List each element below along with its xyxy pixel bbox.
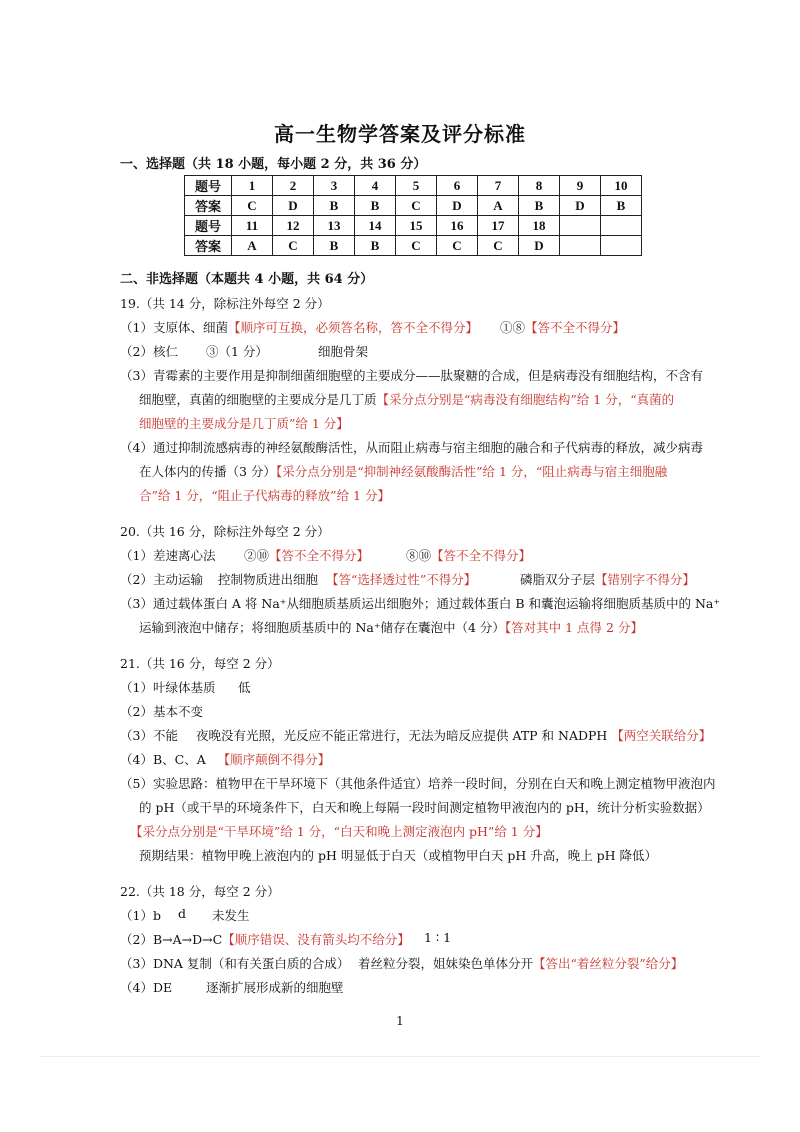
answer-table-cell: A: [232, 236, 273, 256]
answer-table-cell: B: [355, 236, 396, 256]
q19-answer-4a: （4）通过抑制流感病毒的神经氨酸酶活性，从而阻止病毒与宿主细胞的融合和子代病毒的释放，减少病毒: [120, 440, 703, 455]
q22-line3b: [358, 954, 683, 972]
answer-table-cell: C: [396, 236, 437, 256]
q22-note-2: 【顺序错误、没有箭头均不给分】: [222, 932, 410, 947]
q22-answer-3b: 着丝粒分裂，姐妹染色单体分开: [358, 956, 534, 971]
q21-answer-5a: （5）实验思路：植物甲在干旱环境下（其他条件适宜）培养一段时间，分别在白天和晚上测定植物甲液泡内: [120, 776, 716, 791]
section-heading-nonchoice: 二、非选择题（本题共 4 小题，共 64 分）: [120, 272, 374, 287]
q22-answer-4b: 逐渐扩展形成新的细胞壁: [206, 980, 344, 995]
q19-answer-2c: 细胞骨架: [318, 344, 369, 359]
q21-answer-1a: （1）叶绿体基质: [120, 680, 216, 695]
answer-table-cell: D: [273, 196, 314, 216]
q20-answer-3b: 运输到液泡中储存；将细胞质基质中的 Na⁺储存在囊泡中（4 分）: [139, 620, 505, 635]
q22-answer-1c: 未发生: [212, 908, 250, 923]
q20-note-2a: 【答“选择透过性”不得分】: [326, 572, 477, 587]
q21-answer-5c: 预期结果：植物甲晚上液泡内的 pH 明显低于白天（或植物甲白天 pH 升高，晚上 pH 降低）: [139, 848, 658, 863]
page-number: 1: [396, 1014, 404, 1028]
q21-note-4: 【顺序颠倒不得分】: [217, 752, 331, 767]
answer-table-cell: C: [232, 196, 273, 216]
answer-table-cell: 5: [396, 176, 437, 196]
q21-note-5: 【采分点分别是“干旱环境”给 1 分，“白天和晚上测定液泡内 pH”给 1 分】: [130, 824, 548, 839]
answer-table-cell: A: [478, 196, 519, 216]
answer-table-cell: 17: [478, 216, 519, 236]
answer-table-row: [185, 236, 642, 256]
q19-note-1b: 【答不全不得分】: [525, 320, 626, 335]
answer-table-row: [185, 176, 642, 196]
q20-answer-2a: （2）主动运输: [120, 572, 203, 587]
answer-table-cell: C: [437, 236, 478, 256]
q20-line1-c: [406, 546, 531, 564]
answer-table-cell: B: [601, 196, 642, 216]
q19-note-4b: 合”给 1 分，“阻止子代病毒的释放”给 1 分】: [139, 488, 390, 503]
answer-table-cell: C: [478, 236, 519, 256]
answer-table-cell: D: [519, 236, 560, 256]
answer-table-cell: [601, 216, 642, 236]
q19-note-3b: 细胞壁的主要成分是几丁质”给 1 分】: [139, 416, 349, 431]
answer-table-cell: C: [273, 236, 314, 256]
q21-answer-3b: 夜晚没有光照，光反应不能正常进行，无法为暗反应提供 ATP 和 NADPH: [196, 728, 608, 743]
q19-line3b: [139, 390, 674, 408]
answer-table-cell: 1: [232, 176, 273, 196]
q22-answer-3a: （3）DNA 复制（和有关蛋白质的合成）: [120, 956, 350, 971]
answer-table-row-header: 题号: [185, 216, 232, 236]
answer-table-row: [185, 196, 642, 216]
q19-note-1a: 【顺序可互换，必须答名称，答不全不得分】: [227, 320, 478, 335]
answer-table: [184, 175, 642, 256]
q20-answer-3a: （3）通过载体蛋白 A 将 Na⁺从细胞质基质运出细胞外；通过载体蛋白 B 和囊泡运输将细胞质基质中的 Na⁺: [120, 596, 720, 611]
section-heading-choice: 一、选择题（共 18 小题，每小题 2 分，共 36 分）: [120, 157, 427, 172]
q20-answer-1a: （1）差速离心法: [120, 548, 216, 563]
q19-answer-3a: （3）青霉素的主要作用是抑制细菌细胞壁的主要成分——肽聚糖的合成，但是病毒没有细胞结构，不含有: [120, 368, 703, 383]
answer-table-cell: 4: [355, 176, 396, 196]
q20-answer-2c: 磷脂双分子层: [520, 572, 596, 587]
q19-note-3a: 【采分点分别是“病毒没有细胞结构”给 1 分，“真菌的: [376, 392, 675, 407]
answer-table-cell: 8: [519, 176, 560, 196]
q22-answer-2a: （2）B→A→D→C: [120, 932, 223, 947]
q19-answer-2b: ③（1 分）: [206, 344, 268, 359]
q19-line1: [120, 318, 478, 336]
q19-note-4a: 【采分点分别是“抑制神经氨酸酶活性”给 1 分，“阻止病毒与宿主细胞融: [275, 464, 668, 479]
answer-table-cell: B: [519, 196, 560, 216]
q21-answer-2: （2）基本不变: [120, 704, 203, 719]
answer-table-cell: 12: [273, 216, 314, 236]
q19-answer-3b: 细胞壁，真菌的细胞壁的主要成分是几丁质: [139, 392, 377, 407]
answer-table-cell: [560, 236, 601, 256]
q20-note-2b: 【错别字不得分】: [595, 572, 696, 587]
q21-line4: [120, 750, 330, 768]
q22-answer-4a: （4）DE: [120, 980, 173, 995]
q20-line2-c: [520, 570, 695, 588]
q19-line1-b: [500, 318, 625, 336]
answer-table-cell: 2: [273, 176, 314, 196]
answer-table-cell: 6: [437, 176, 478, 196]
q22-answer-2b: 1 ∶ 1: [424, 930, 452, 945]
q21-answer-5b: 的 pH（或干旱的环境条件下，白天和晚上每隔一段时间测定植物甲液泡内的 pH，统计分析实验数据）: [139, 800, 710, 815]
answer-table-cell: 11: [232, 216, 273, 236]
q20-answer-1c: ⑧⑩: [406, 548, 432, 563]
q20-note-1b: 【答不全不得分】: [431, 548, 532, 563]
answer-table-cell: 10: [601, 176, 642, 196]
q22-note-3: 【答出“着丝粒分裂”给分】: [533, 956, 684, 971]
answer-table-cell: 18: [519, 216, 560, 236]
answer-table-cell: 7: [478, 176, 519, 196]
q19-line4b: [139, 462, 667, 480]
footer-divider: [40, 1056, 760, 1057]
answer-table-row-header: 题号: [185, 176, 232, 196]
answer-table-cell: 9: [560, 176, 601, 196]
answer-table-cell: 16: [437, 216, 478, 236]
answer-table-cell: 15: [396, 216, 437, 236]
q20-answer-1b: ②⑩: [244, 548, 270, 563]
page-title: 高一生物学答案及评分标准: [274, 122, 526, 146]
answer-table-cell: 14: [355, 216, 396, 236]
q22-header: 22.（共 18 分，每空 2 分）: [120, 884, 280, 899]
q19-answer-2a: （2）核仁: [120, 344, 178, 359]
answer-table-row-header: 答案: [185, 196, 232, 216]
answer-table-cell: B: [314, 236, 355, 256]
q20-answer-2b: 控制物质进出细胞: [218, 572, 319, 587]
q19-answer-4b: 在人体内的传播（3 分）: [139, 464, 276, 479]
answer-table-cell: D: [437, 196, 478, 216]
answer-table-cell: B: [355, 196, 396, 216]
answer-table-row-header: 答案: [185, 236, 232, 256]
answer-table-cell: B: [314, 196, 355, 216]
answer-table-cell: [601, 236, 642, 256]
q20-line3b: [139, 618, 643, 636]
q19-header: 19.（共 14 分，除标注外每空 2 分）: [120, 296, 330, 311]
q21-answer-4a: （4）B、C、A: [120, 752, 206, 767]
q20-note-1a: 【答不全不得分】: [269, 548, 370, 563]
q20-note-3: 【答对其中 1 点得 2 分】: [504, 620, 643, 635]
q20-line1-b: [244, 546, 369, 564]
answer-table-cell: 13: [314, 216, 355, 236]
answer-table-cell: C: [396, 196, 437, 216]
q19-answer-1a: （1）支原体、细菌: [120, 320, 228, 335]
answer-table-cell: D: [560, 196, 601, 216]
q21-answer-3a: （3）不能: [120, 728, 178, 743]
q21-answer-1b: 低: [238, 680, 251, 695]
q21-line3b: [196, 726, 711, 744]
q21-note-3: 【两空关联给分】: [611, 728, 712, 743]
answer-table-row: [185, 216, 642, 236]
q22-line2: [120, 930, 410, 948]
q22-answer-1a: （1）b: [120, 908, 161, 923]
q21-header: 21.（共 16 分，每空 2 分）: [120, 656, 280, 671]
q19-answer-1b: ①⑧: [500, 320, 526, 335]
answer-table-cell: [560, 216, 601, 236]
q22-answer-1b: d: [178, 906, 187, 921]
answer-table-cell: 3: [314, 176, 355, 196]
q20-header: 20.（共 16 分，除标注外每空 2 分）: [120, 524, 330, 539]
